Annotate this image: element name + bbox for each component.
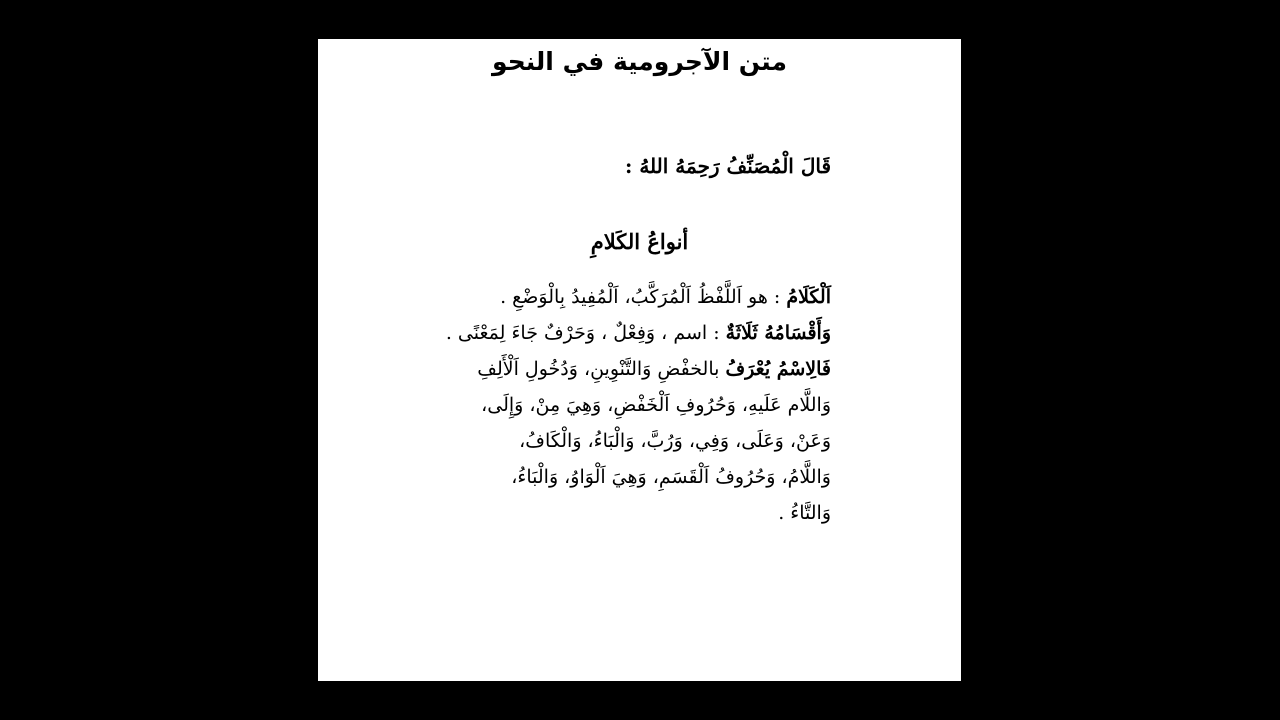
document-title: متن الآجرومية في النحو <box>492 47 787 76</box>
continuation-line: وَاللَّام عَلَيهِ، وَحُرُوفِ اَلْخَفْضِ، وَهِيَ مِنْ، وَإِلَى، <box>481 394 831 416</box>
definition: : اسم ، وَفِعْلٌ ، وَحَرْفٌ جَاءَ لِمَعْنًى . <box>445 322 726 344</box>
term: فَالِاسْمُ يُعْرَفُ <box>725 358 831 380</box>
continuation-line: وَاللَّامُ، وَحُرُوفُ اَلْقَسَمِ، وَهِيَ اَلْوَاوُ، وَالْبَاءُ، <box>511 466 831 488</box>
continuation-line: وَعَنْ، وَعَلَى، وَفِي، وَرُبَّ، وَالْبَاءُ، وَالْكَافُ، <box>519 430 831 452</box>
document-page <box>318 39 961 681</box>
definition: : هو اَللَّفْظُ اَلْمُرَكَّبُ، اَلْمُفِيدُ بِالْوَضْعِ . <box>500 286 787 308</box>
paragraph-line <box>441 279 831 315</box>
paragraph-line <box>441 351 831 387</box>
paragraph-line <box>441 315 831 351</box>
term: وَأَقْسَامُهُ ثَلَاثَةٌ <box>725 322 831 344</box>
term: اَلْكَلَامُ <box>786 286 831 308</box>
section-heading: أنواعُ الكَلامِ <box>590 229 689 254</box>
body-text <box>441 279 831 531</box>
author-line: قَالَ الْمُصَنِّفُ رَحِمَهُ اللهُ : <box>624 154 831 178</box>
continuation-line: وَالتَّاءُ . <box>778 502 831 524</box>
definition: بالخفْضِ وَالتَّنْوِينِ، وَدُخُولِ اَلْأَلِفِ <box>477 358 726 380</box>
